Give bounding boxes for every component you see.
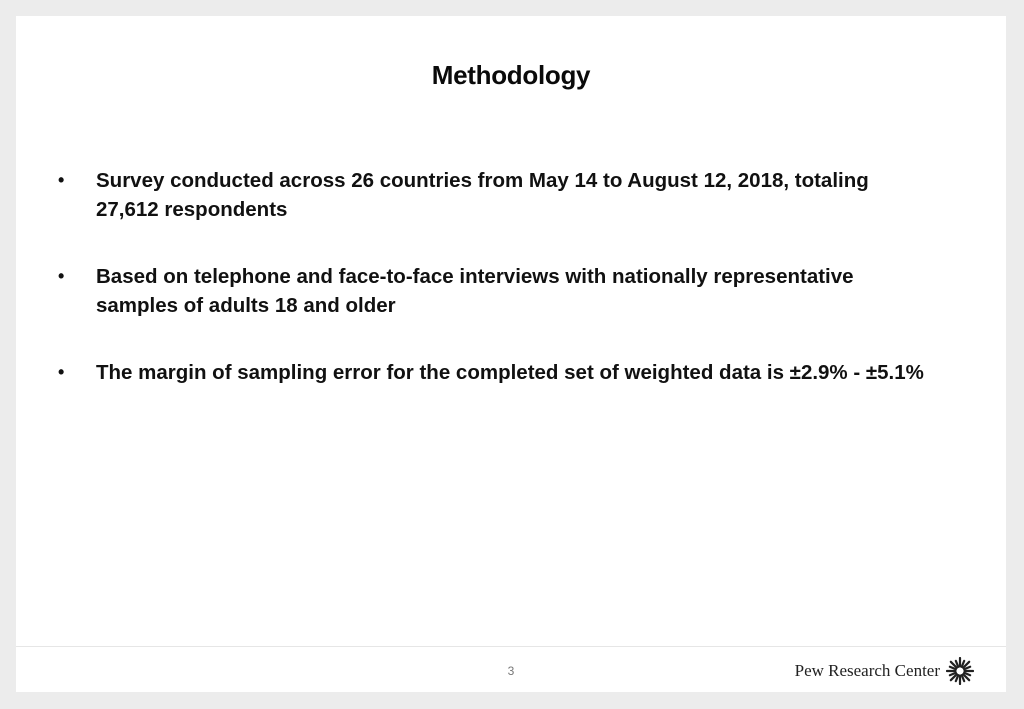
bullet-item-margin xyxy=(56,358,936,387)
pew-starburst-icon xyxy=(946,657,974,685)
bullet-dot-icon: • xyxy=(58,362,65,382)
bullet-text: The margin of sampling error for the completed set of weighted data is ±2.9% - ±5.1% xyxy=(96,361,924,384)
bullet-item-interviews xyxy=(56,262,936,320)
slide xyxy=(16,16,1006,692)
bullet-item-survey xyxy=(56,166,936,224)
bullet-dot-icon: • xyxy=(58,266,65,286)
bullet-dot-icon: • xyxy=(58,170,65,190)
bullet-text: Survey conducted across 26 countries from May 14 to August 12, 2018, totaling 27,612 respondents xyxy=(96,169,869,221)
brand-name: Pew Research Center xyxy=(794,661,940,680)
bullet-list xyxy=(56,166,936,425)
slide-title: Methodology xyxy=(431,60,591,90)
footer-divider xyxy=(16,646,1006,647)
brand-logo xyxy=(795,657,974,685)
page-number: 3 xyxy=(507,664,515,678)
bullet-text: Based on telephone and face-to-face interviews with nationally representative samples of adults 18 and older xyxy=(96,265,854,317)
